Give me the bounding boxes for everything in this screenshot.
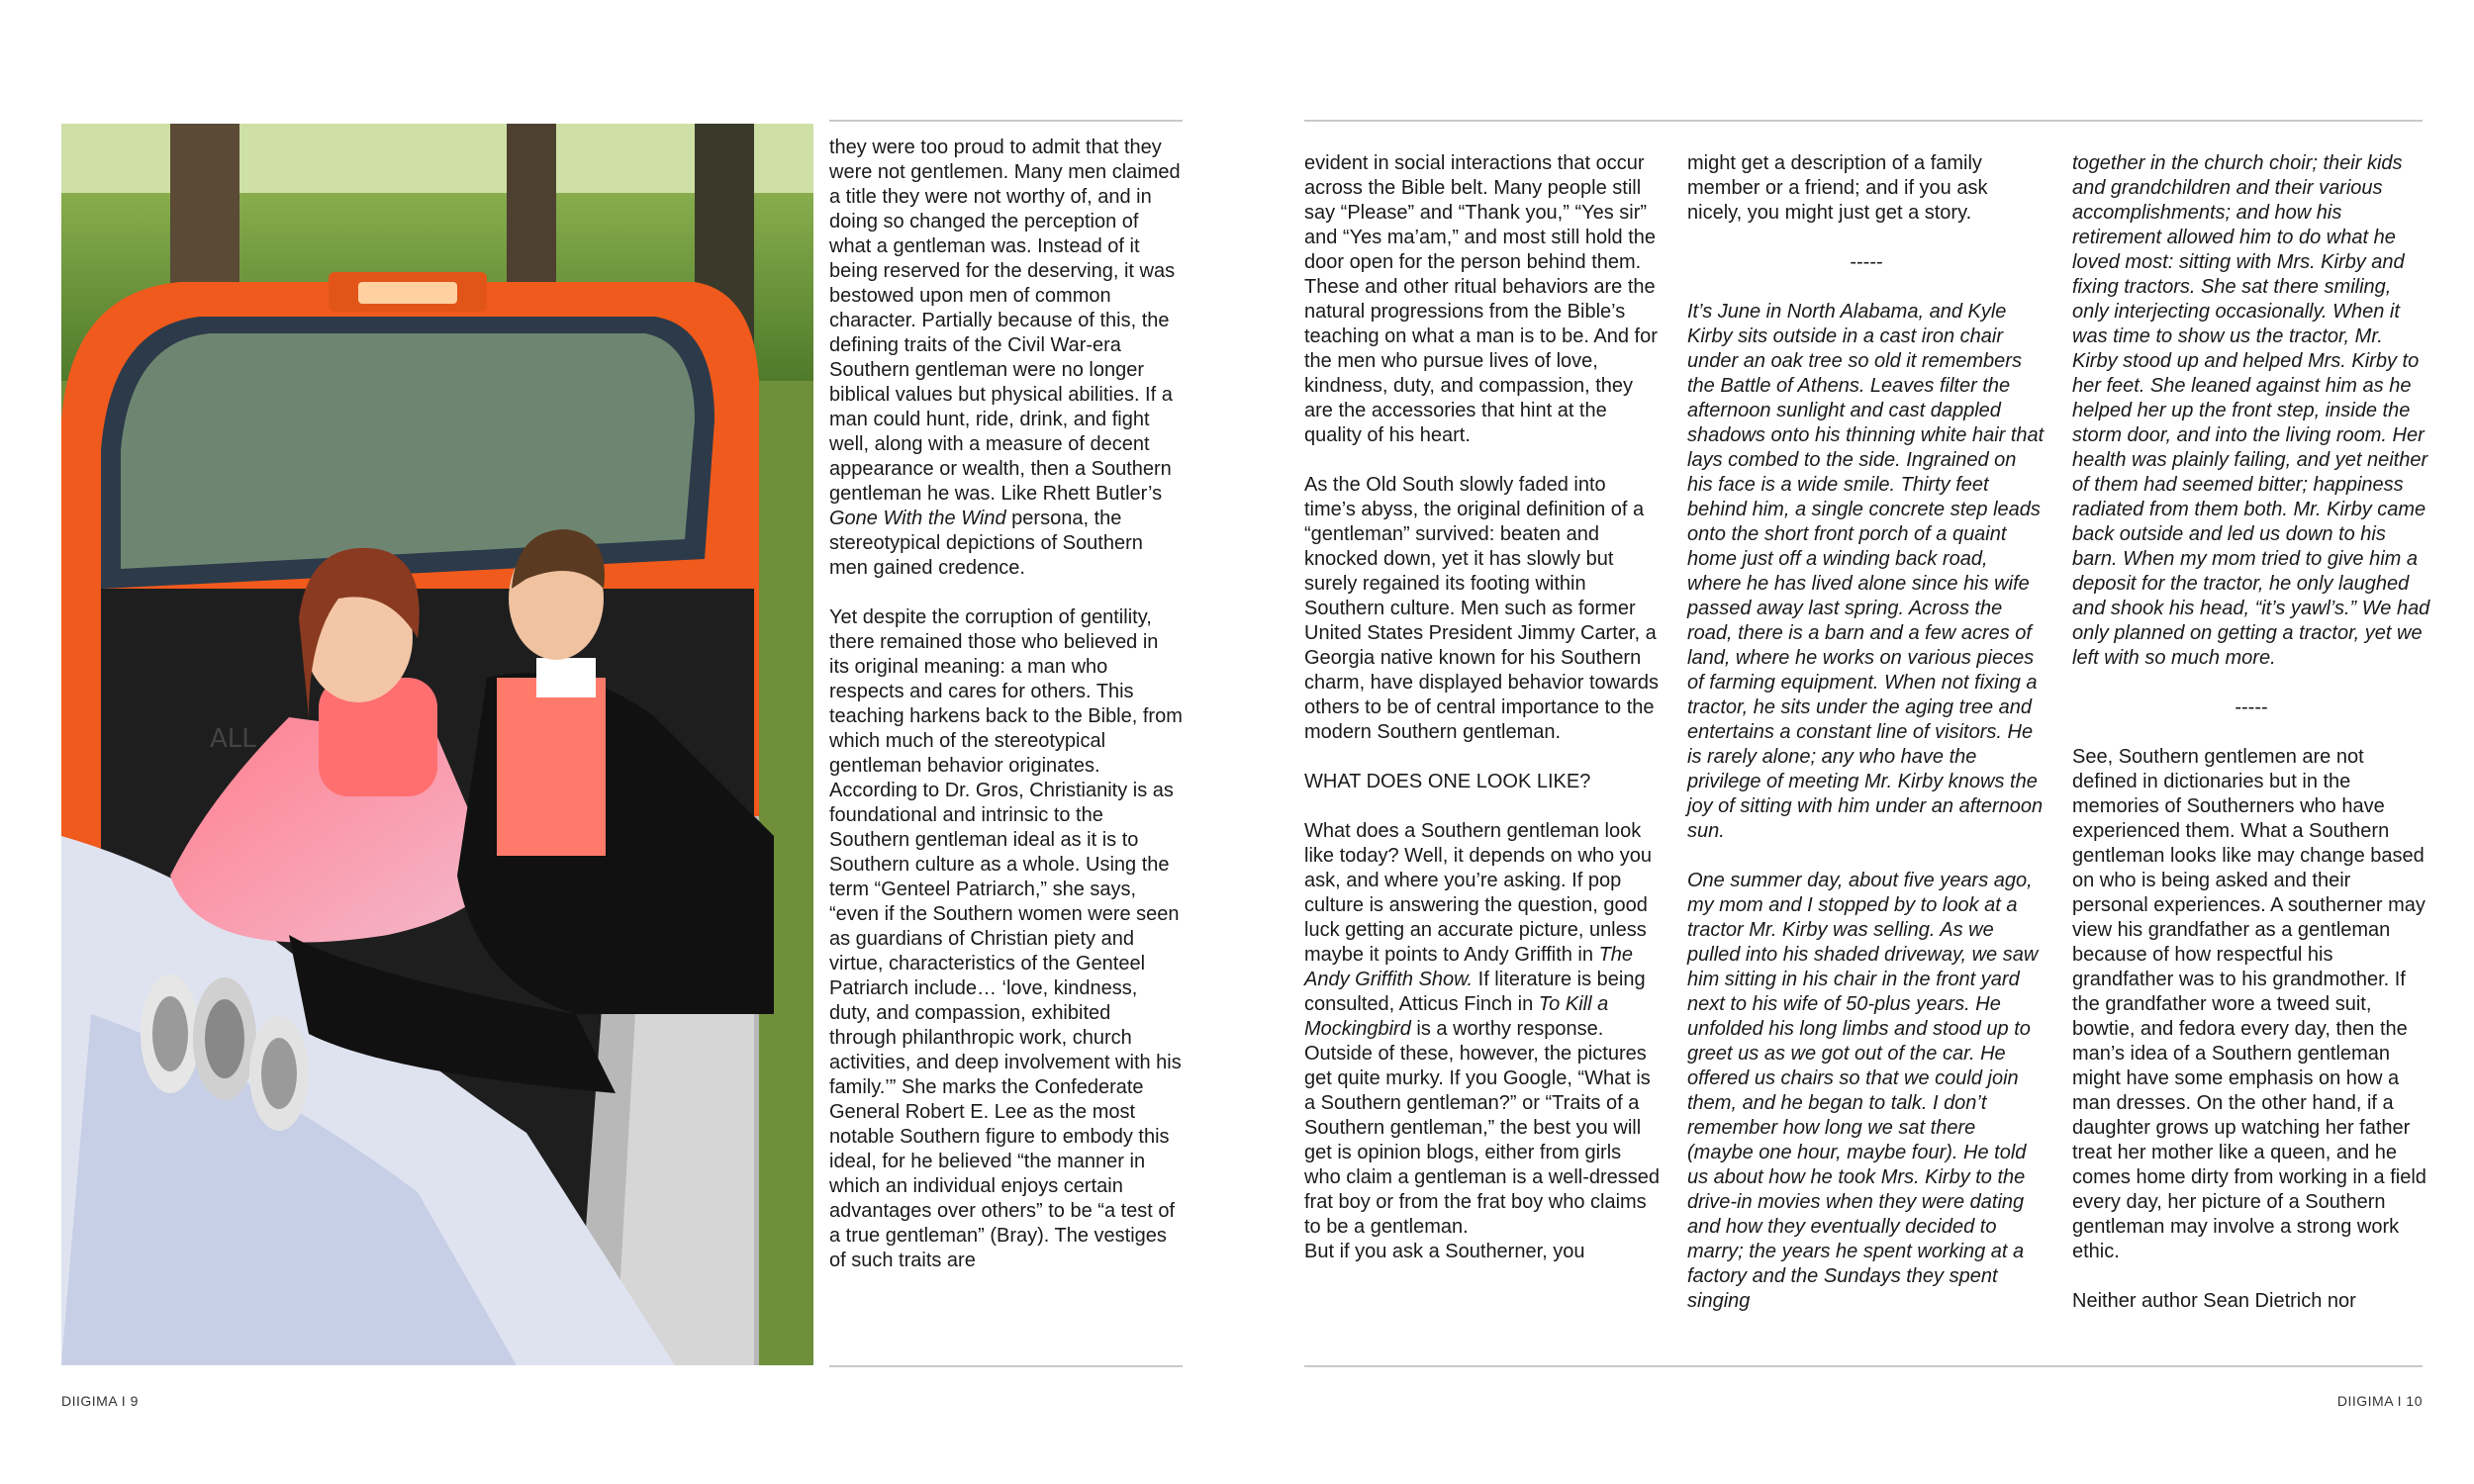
col1-text-b: persona, the stereotypical depictions of Southern men gained credence. — [829, 508, 1143, 579]
col4-paragraph-2: See, Southern gentlemen are not defined in dictionaries but in the memories of Southerners who have experienced them. What a Southern gentleman looks like may change based on who is being asked and their personal experiences. A southerner may view his grandfather as a gentleman because of how respectful his grandfather was to his grandmother. If the grandfather wore a tweed suit, bowtie, and fedora every day, then the man’s idea of a Southern gentleman might have some emphasis on how a man dresses. On the other hand, if a daughter grows up watching her father treat her mother like a queen, and he comes home dirty from working in a field every day, her picture of a Southern gentleman may involve a strong work ethic. — [2072, 746, 2426, 1262]
bottom-rule-right — [1304, 1365, 2423, 1367]
col3-paragraph-3: One summer day, about five years ago, my mom and I stopped by to look at a tractor Mr. Kirby was selling. As we pulled into his shaded driveway, we saw him sitting in his chair in the front yard next to his wife of 50-plus years. He unfolded his long limbs and stood up to greet us as we got out of the car. He offered us chairs so that we could join them, and he began to talk. I don’t remember how long we sat there (maybe one hour, maybe four). He told us about how he took Mrs. Kirby to the drive-in movies when they were dating and how they eventually decided to marry; the years he spent working at a factory and the Sundays they spent singing — [1687, 870, 2039, 1312]
col2-paragraph-2: As the Old South slowly faded into time’s abyss, the original definition of a “gentleman” survived: beaten and knocked down, yet it has slowly but surely regained its footing within Southern culture. Men such as former United States President Jimmy Carter, a Georgia native known for his Southern charm, have displayed behavior towards others to be of central importance to the modern Southern gentleman. — [1304, 474, 1659, 743]
col3-paragraph-2: It’s June in North Alabama, and Kyle Kirby sits outside in a cast iron chair under an oak tree so old it remembers the Battle of Athens. Leaves filter the afternoon sunlight and cast dappled shadows onto his thinning white hair that lays combed to the side. Ingrained on his face is a wide smile. Thirty feet behind him, a single concrete step leads onto the short front porch of a quaint home just off a winding back road, where he has lived alone since his wife passed away last spring. Across the road, there is a barn and a few acres of land, where he works on various pieces of farming equipment. When not fixing a tractor, he sits under the aging tree and entertains a constant line of visitors. He is rarely alone; any who have the privilege of meeting Mr. Kirby knows the joy of sitting with him under an afternoon sun. — [1687, 301, 2045, 842]
bottom-rule-left — [829, 1365, 1183, 1367]
feature-photo — [61, 124, 813, 1365]
section-separator: ----- — [1850, 251, 1883, 273]
article-column-1 — [829, 136, 1183, 1273]
section-heading: WHAT DOES ONE LOOK LIKE? — [1304, 771, 1591, 792]
col4-paragraph-3: Neither author Sean Dietrich nor — [2072, 1290, 2356, 1312]
article-column-3 — [1687, 151, 2046, 1314]
right-page-folio: DIIGIMA I 10 — [2336, 1393, 2423, 1409]
article-column-2 — [1304, 151, 1661, 1264]
col2-paragraph-3 — [1304, 819, 1661, 1264]
top-rule-right — [1304, 120, 2423, 122]
truck-emblem-text: ALL — [210, 724, 256, 754]
col1-paragraph-2: Yet despite the corruption of gentility, there remained those who believed in its original meaning: a man who respects and cares for others. This teaching harkens back to the Bible, from which much of the stereotypical gentleman behavior originates. According to Dr. Gros, Christianity is as foundational and intrinsic to the Southern gentleman ideal as it is to Southern culture as a whole. Using the term “Genteel Patriarch,” she says, “even if the Southern women were seen as guardians of Christian piety and virtue, characteristics of the Genteel Patriarch include… ‘love, kindness, duty, and compassion, exhibited through philanthropic work, church activities, and deep involvement with his family.’” She marks the Confederate General Robert E. Lee as the most notable Southern figure to embody this ideal, for he believed “the manner in which an individual enjoys certain advantages over others” to be “a test of a true gentleman” (Bray). The vestiges of such traits are — [829, 606, 1183, 1271]
couple-in-truck-photo-icon — [61, 124, 813, 1365]
col2-paragraph-1: evident in social interactions that occur across the Bible belt. Many people still say “Please” and “Thank you,” “Yes sir” and “Yes ma’am,” and most still hold the door open for the person behind them. These and other ritual behaviors are the natural progressions from the Bible’s teaching on what a man is to be. And for the men who pursue lives of love, kindness, duty, and compassion, they are the accessories that hint at the quality of his heart. — [1304, 152, 1658, 446]
col1-paragraph-1 — [829, 136, 1183, 581]
col3-paragraph-1: might get a description of a family member or a friend; and if you ask nicely, you might just get a story. — [1687, 152, 1988, 224]
col2-text-c: is a worthy response. Outside of these, however, the pictures get quite murky. If you Google, “What is a Southern gentleman?” or “Traits of a Southern gentleman,” the best you will get is opinion blogs, either from girls who claim a gentleman is a well-dressed frat boy or from the frat boy who claims to be a gentleman. — [1304, 1018, 1661, 1238]
article-column-4 — [2072, 151, 2430, 1314]
col1-text-a: they were too proud to admit that they were not gentlemen. Many men claimed a title they were not worthy of, and in doing so changed the perception of what a gentleman was. Instead of it being reserved for the deserving, it was bestowed upon men of common character. Partially because of this, the defining traits of the Civil War-era Southern gentleman were no longer biblical values but physical abilities. If a man could hunt, ride, drink, and fight well, along with a measure of decent appearance or wealth, then a Southern gentleman he was. Like Rhett Butler’s — [829, 137, 1181, 505]
col4-paragraph-1: together in the church choir; their kids and grandchildren and their various accomplishments; and how his retirement allowed him to do what he loved most: sitting with Mrs. Kirby and fixing tractors. She sat there smiling, only interjecting occasionally. When it was time to show us the tractor, Mr. Kirby stood up and helped Mrs. Kirby to her feet. She leaned against him as he helped her up the front step, inside the storm door, and into the living room. Her health was plainly failing, and yet neither of them had seemed bitter; happiness radiated from them both. Mr. Kirby came back outside and led us down to his barn. When my mom tried to give him a deposit for the tractor, he only laughed and shook his head, “it’s yawl’s.” We had only planned on getting a tractor, yet we left with so much more. — [2072, 152, 2430, 669]
col2-text-b: If literature is being consulted, Atticus Finch in — [1304, 969, 1646, 1015]
book-title-gone-with-the-wind: Gone With the Wind — [829, 508, 1006, 529]
top-rule-left — [829, 120, 1183, 122]
section-separator-2: ----- — [2235, 696, 2268, 718]
col2-text-d: But if you ask a Southerner, you — [1304, 1241, 1585, 1262]
col2-text-a: What does a Southern gentleman look like today? Well, it depends on who you ask, and where you’re asking. If pop culture is answering the question, good luck getting an accurate picture, unless maybe it points to Andy Griffith in — [1304, 820, 1652, 966]
book-title-mockingbird: To Kill a Mockingbird — [1304, 993, 1609, 1040]
left-page-folio: DIIGIMA I 9 — [61, 1393, 139, 1409]
show-title-andy-griffith: The Andy Griffith Show. — [1304, 944, 1634, 990]
